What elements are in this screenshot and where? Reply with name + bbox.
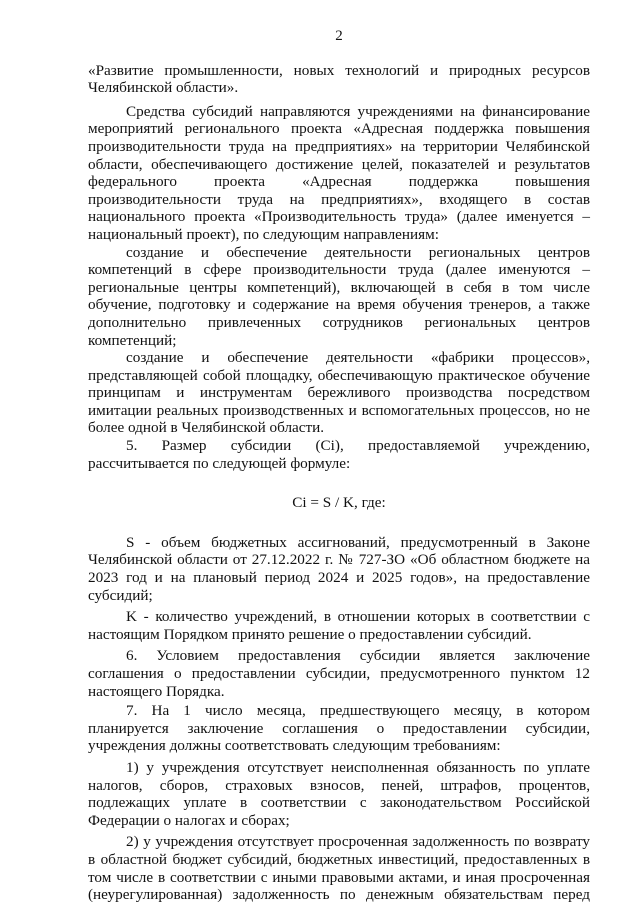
page-number: 2 — [335, 28, 343, 44]
paragraph-subsidy-size: 5. Размер субсидии (Ci), предоставляемой учреждению, рассчитывается по следующей формуле: — [88, 437, 590, 472]
paragraph-definition-k: K - количество учреждений, в отношении которых в соответствии с настоящим Порядком принято решение о предоставлении субсидий. — [88, 608, 590, 643]
paragraph-process-factory: создание и обеспечение деятельности «фабрики процессов», представляющей собой площадку, обеспечивающую практическое обучение принципам и инструментам бережливого производства посредством имитации реальных производственных и вспомогательных процессов, но не более одной в Челябинской области. — [88, 349, 590, 437]
subsidy-formula: Ci = S / K, где: — [292, 494, 386, 512]
paragraph-requirements: 7. На 1 число месяца, предшествующего месяцу, в котором планируется заключение соглашения о предоставлении субсидии, учреждения должны соответствовать следующим требованиям: — [88, 702, 590, 755]
paragraph-intro: «Развитие промышленности, новых технологий и природных ресурсов Челябинской области». — [88, 61, 590, 97]
paragraph-competence-centers: создание и обеспечение деятельности региональных центров компетенций в сфере производительности труда (далее именуются – региональные центры компетенций), включающей в себя в том числе обучение, подготовку и содержание на время обучения тренеров, а также дополнительно привлеченных сотрудников региональных центров компетенций; — [88, 243, 590, 349]
paragraph-requirement-2: 2) у учреждения отсутствует просроченная задолженность по возврату в областной бюджет субсидий, бюджетных инвестиций, предоставленных в том числе в соответствии с иными правовыми актами, и иная просроченная (неурегулированная) задолженность по денежным обязательствам перед — [88, 833, 590, 904]
paragraph-funding-purpose: Средства субсидий направляются учреждениями на финансирование мероприятий регионального проекта «Адресная поддержка повышения производительности труда на предприятиях» на территории Челябинской области, обеспечивающего достижение целей, показателей и результатов федерального проекта «Адресная поддержка повышения производительности труда на предприятиях», входящего в состав национального проекта «Производительность труда» (далее именуется – национальный проект), по следующим направлениям: — [88, 102, 590, 243]
paragraph-definition-s: S - объем бюджетных ассигнований, предусмотренный в Законе Челябинской области от 27.12.2022 г. № 727-ЗО «Об областном бюджете на 2023 год и на плановый период 2024 и 2025 годов», на предоставление субсидий; — [88, 533, 590, 604]
paragraph-condition: 6. Условием предоставления субсидии является заключение соглашения о предоставлении субсидии, предусмотренного пунктом 12 настоящего Порядка. — [88, 647, 590, 700]
paragraph-requirement-1: 1) у учреждения отсутствует неисполненная обязанность по уплате налогов, сборов, страховых взносов, пеней, штрафов, процентов, подлежащих уплате в соответствии с законодательством Российской Федерации о налогах и сборах; — [88, 758, 590, 829]
document-page — [88, 28, 590, 904]
